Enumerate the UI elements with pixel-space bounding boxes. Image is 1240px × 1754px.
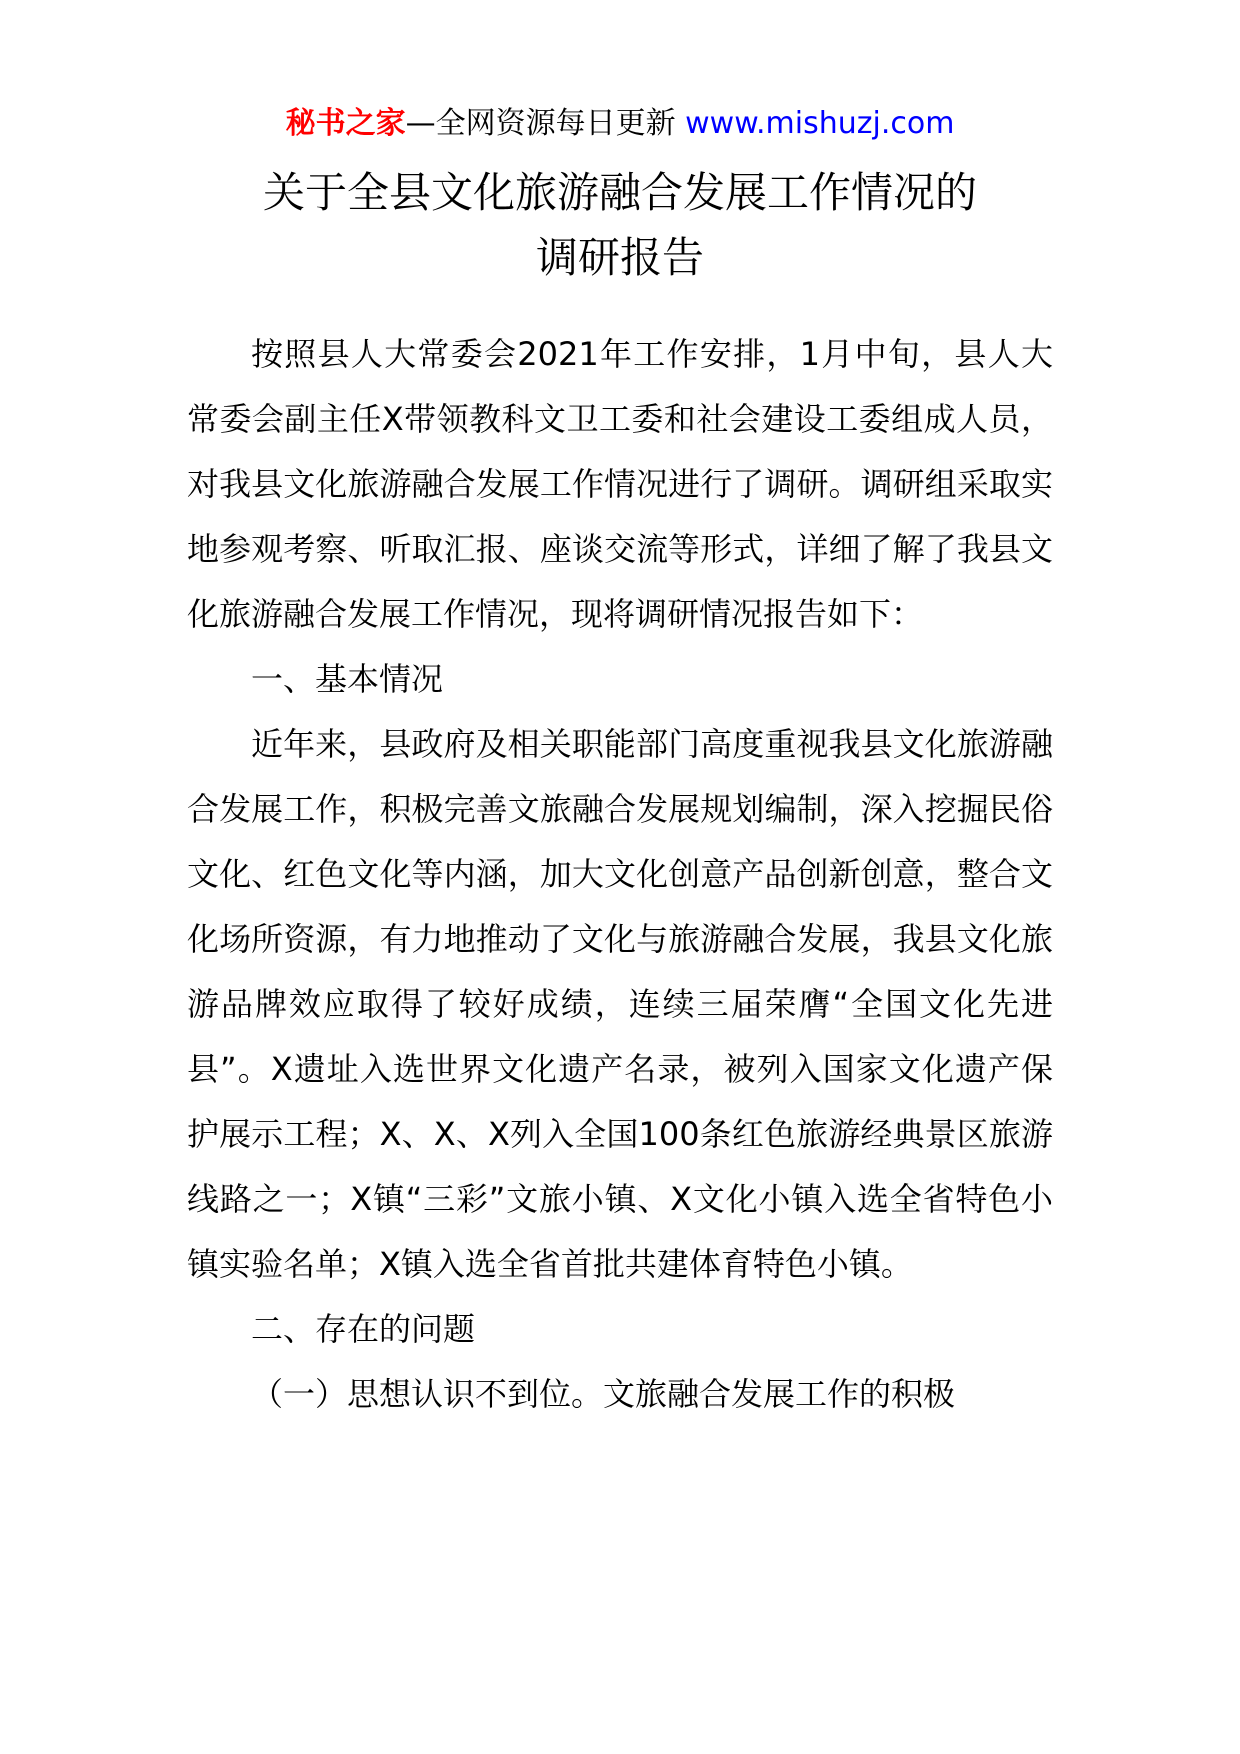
section-heading-problems: 二、存在的问题 — [251, 1310, 476, 1348]
brand-slogan: —全网资源每日更新 — [405, 106, 676, 141]
brand-name: 秘书之家 — [285, 106, 406, 141]
site-banner — [0, 102, 1240, 146]
section-heading-basic: 一、基本情况 — [251, 660, 444, 698]
document-title — [0, 160, 1240, 290]
title-line-2: 调研报告 — [535, 233, 704, 282]
basic-situation-paragraph: 近年来，县政府及相关职能部门高度重视我县文化旅游融合发展工作，积极完善文旅融合发展规划编制，深入挖掘民俗文化、红色文化等内涵，加大文化创意产品创新创意，整合文化场所资源，有力地推动了文化与旅游融合发展，我县文化旅游品牌效应取得了较好成绩，连续三届荣膺“全国文化先进县”。X遗址入选世界文化遗产名录，被列入国家文化遗产保护展示工程；X、X、X列入全国100条红色旅游经典景区旅游线路之一；X镇“三彩”文旅小镇、X文化小镇入选全省特色小镇实验名单；X镇入选全省首批共建体育特色小镇。 — [187, 725, 1053, 1283]
intro-paragraph: 按照县人大常委会2021年工作安排，1月中旬，县人大常委会副主任X带领教科文卫工委和社会建设工委组成人员，对我县文化旅游融合发展工作情况进行了调研。调研组采取实地参观考察、听取汇报、座谈交流等形式，详细了解了我县文化旅游融合发展工作情况，现将调研情况报告如下： — [187, 335, 1053, 633]
document-body — [187, 322, 1053, 1427]
site-url-link[interactable]: www.mishuzj.com — [685, 106, 955, 141]
title-line-1: 关于全县文化旅游融合发展工作情况的 — [262, 168, 977, 217]
problem-1-paragraph: （一）思想认识不到位。文旅融合发展工作的积极 — [251, 1375, 956, 1413]
